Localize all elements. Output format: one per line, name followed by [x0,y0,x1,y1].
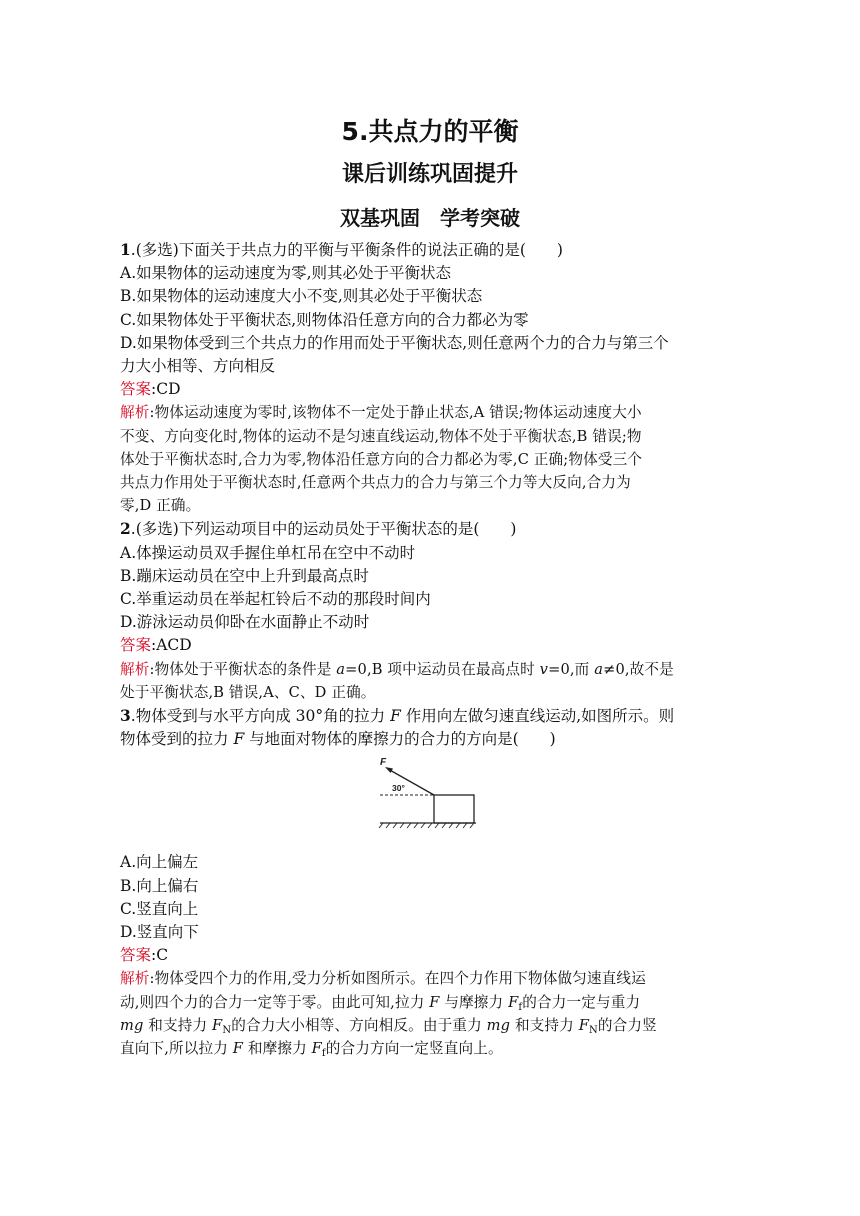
q3-explanation-line-2 [120,991,740,1014]
q3-expl-text: 和摩擦力 [243,1040,312,1058]
q3-expl-text: 的合力一定与重力 [522,993,641,1011]
force-diagram [378,755,478,845]
q2-stem [120,517,740,541]
var-mg: mg [486,1016,511,1034]
q1-explanation-line-1 [120,401,740,424]
q3-explanation-line-3 [120,1014,740,1037]
force-f-arrowhead [385,767,393,773]
var-a: a [594,660,604,678]
explanation-label: 解析 [120,404,150,422]
q2-expl-text: =0,而 [548,660,595,678]
q2-answer-value: :ACD [151,636,192,655]
q2-stem-text: .(多选)下列运动项目中的运动员处于平衡状态的是( ) [130,520,517,539]
q2-expl-text: =0,B 项中运动员在最高点时 [345,660,540,678]
subscript-n: N [589,1024,598,1036]
q3-expl-text: 的合力大小相等、方向相反。由于重力 [231,1016,487,1034]
q3-expl-text: 的合力竖 [597,1016,657,1034]
q3-answer [120,944,740,967]
q1-stem [120,238,740,262]
page-title: 5.共点力的平衡 [341,117,519,146]
q3-expl-text: 和支持力 [510,1016,579,1034]
var-F: F [233,730,245,749]
q1-explanation-line-4: 共点力作用处于平衡状态时,任意两个共点力的合力与第三个力等大反向,合力为 [120,474,631,492]
var-F: F [429,993,440,1011]
q1-expl-text-1: :物体运动速度为零时,该物体不一定处于静止状态,A 错误;物体运动速度大小 [149,404,642,422]
var-F: F [508,993,519,1011]
q1-number: 1 [120,240,131,259]
q2-option-b: B.蹦床运动员在空中上升到最高点时 [120,566,369,585]
block [434,795,474,823]
q3-stem-text: .物体受到与水平方向成 30°角的拉力 [130,707,391,726]
q2-answer [120,634,740,657]
q3-expl-text: 动,则四个力的合力一定等于零。由此可知,拉力 [120,993,430,1011]
q2-option-c: C.举重运动员在举起杠铃后不动的那段时间内 [120,590,431,609]
q3-expl-text: 的合力方向一定竖直向上。 [325,1040,503,1058]
q2-explanation-line-2: 处于平衡状态,B 错误,A、C、D 正确。 [120,683,376,701]
q3-option-a: A.向上偏左 [120,853,199,872]
q2-explanation-line-1 [120,658,740,681]
q1-option-d-cont: 力大小相等、方向相反 [120,357,276,376]
q1-option-b: B.如果物体的运动速度大小不变,则其必处于平衡状态 [120,287,483,306]
subscript-f: f [321,1048,326,1060]
subscript-f: f [518,1001,523,1013]
question-list [120,238,740,1060]
ground-hatching [379,823,474,828]
q3-stem-text: 物体受到的拉力 [120,730,234,749]
q3-option-c: C.竖直向上 [120,899,199,918]
q2-option-a: A.体操运动员双手握住单杠吊在空中不动时 [120,543,416,562]
force-label: F [380,757,387,769]
angle-label: 30° [392,783,405,794]
q1-explanation-line-2: 不变、方向变化时,物体的运动不是匀速直线运动,物体不处于平衡状态,B 错误;物 [120,427,642,445]
q1-option-c: C.如果物体处于平衡状态,则物体沿任意方向的合力都必为零 [120,310,529,329]
q1-explanation-line-5: 零,D 正确。 [120,497,201,515]
subscript-n: N [222,1024,232,1036]
q3-stem-line-1 [120,704,740,728]
q2-option-d: D.游泳运动员仰卧在水面静止不动时 [120,613,370,632]
q3-answer-value: :C [151,946,169,965]
q3-option-b: B.向上偏右 [120,876,199,895]
var-F: F [212,1016,223,1034]
q2-expl-text: ≠0,故不是 [603,660,674,678]
q3-explanation-line-1 [120,967,740,990]
var-F: F [390,707,401,726]
q3-number: 3 [120,706,131,726]
q1-stem-text: .(多选)下面关于共点力的平衡与平衡条件的说法正确的是( ) [130,241,563,259]
answer-label: 答案 [120,380,152,399]
q3-option-d: D.竖直向下 [120,923,199,942]
q1-answer [120,378,740,401]
q3-expl-text: 直向下,所以拉力 [120,1040,233,1058]
q3-stem-line-2 [120,728,740,751]
q3-stem-text: 作用向左做匀速直线运动,如图所示。则 [400,707,675,726]
explanation-label: 解析 [120,970,150,988]
section-title: 双基巩固 学考突破 [340,206,520,230]
answer-label: 答案 [120,946,152,965]
answer-label: 答案 [120,636,152,655]
q1-explanation-line-3: 体处于平衡状态时,合力为零,物体沿任意方向的合力都必为零,C 正确;物体受三个 [120,450,643,468]
var-F: F [311,1040,322,1058]
q3-explanation-line-4 [120,1037,740,1060]
explanation-label: 解析 [120,660,150,678]
var-mg: mg [120,1016,144,1034]
page-subtitle: 课后训练巩固提升 [341,162,518,187]
q1-answer-value: :CD [151,380,181,399]
q1-option-a: A.如果物体的运动速度为零,则其必处于平衡状态 [120,264,452,283]
q3-expl-text: 和支持力 [143,1016,213,1034]
q3-expl-text: 与摩擦力 [439,993,509,1011]
var-F: F [578,1016,589,1034]
q3-stem-text: 与地面对物体的摩擦力的合力的方向是( ) [244,730,556,749]
q3-expl-text: :物体受四个力的作用,受力分析如图所示。在四个力作用下物体做匀速直线运 [149,970,646,988]
q1-option-d: D.如果物体受到三个共点力的作用而处于平衡状态,则任意两个力的合力与第三个 [120,333,669,352]
q2-number: 2 [120,519,131,539]
q2-expl-text: :物体处于平衡状态的条件是 [149,660,337,678]
var-a: a [336,660,346,678]
var-F: F [232,1040,244,1058]
var-v: v [539,660,549,678]
q3-figure [120,755,740,847]
